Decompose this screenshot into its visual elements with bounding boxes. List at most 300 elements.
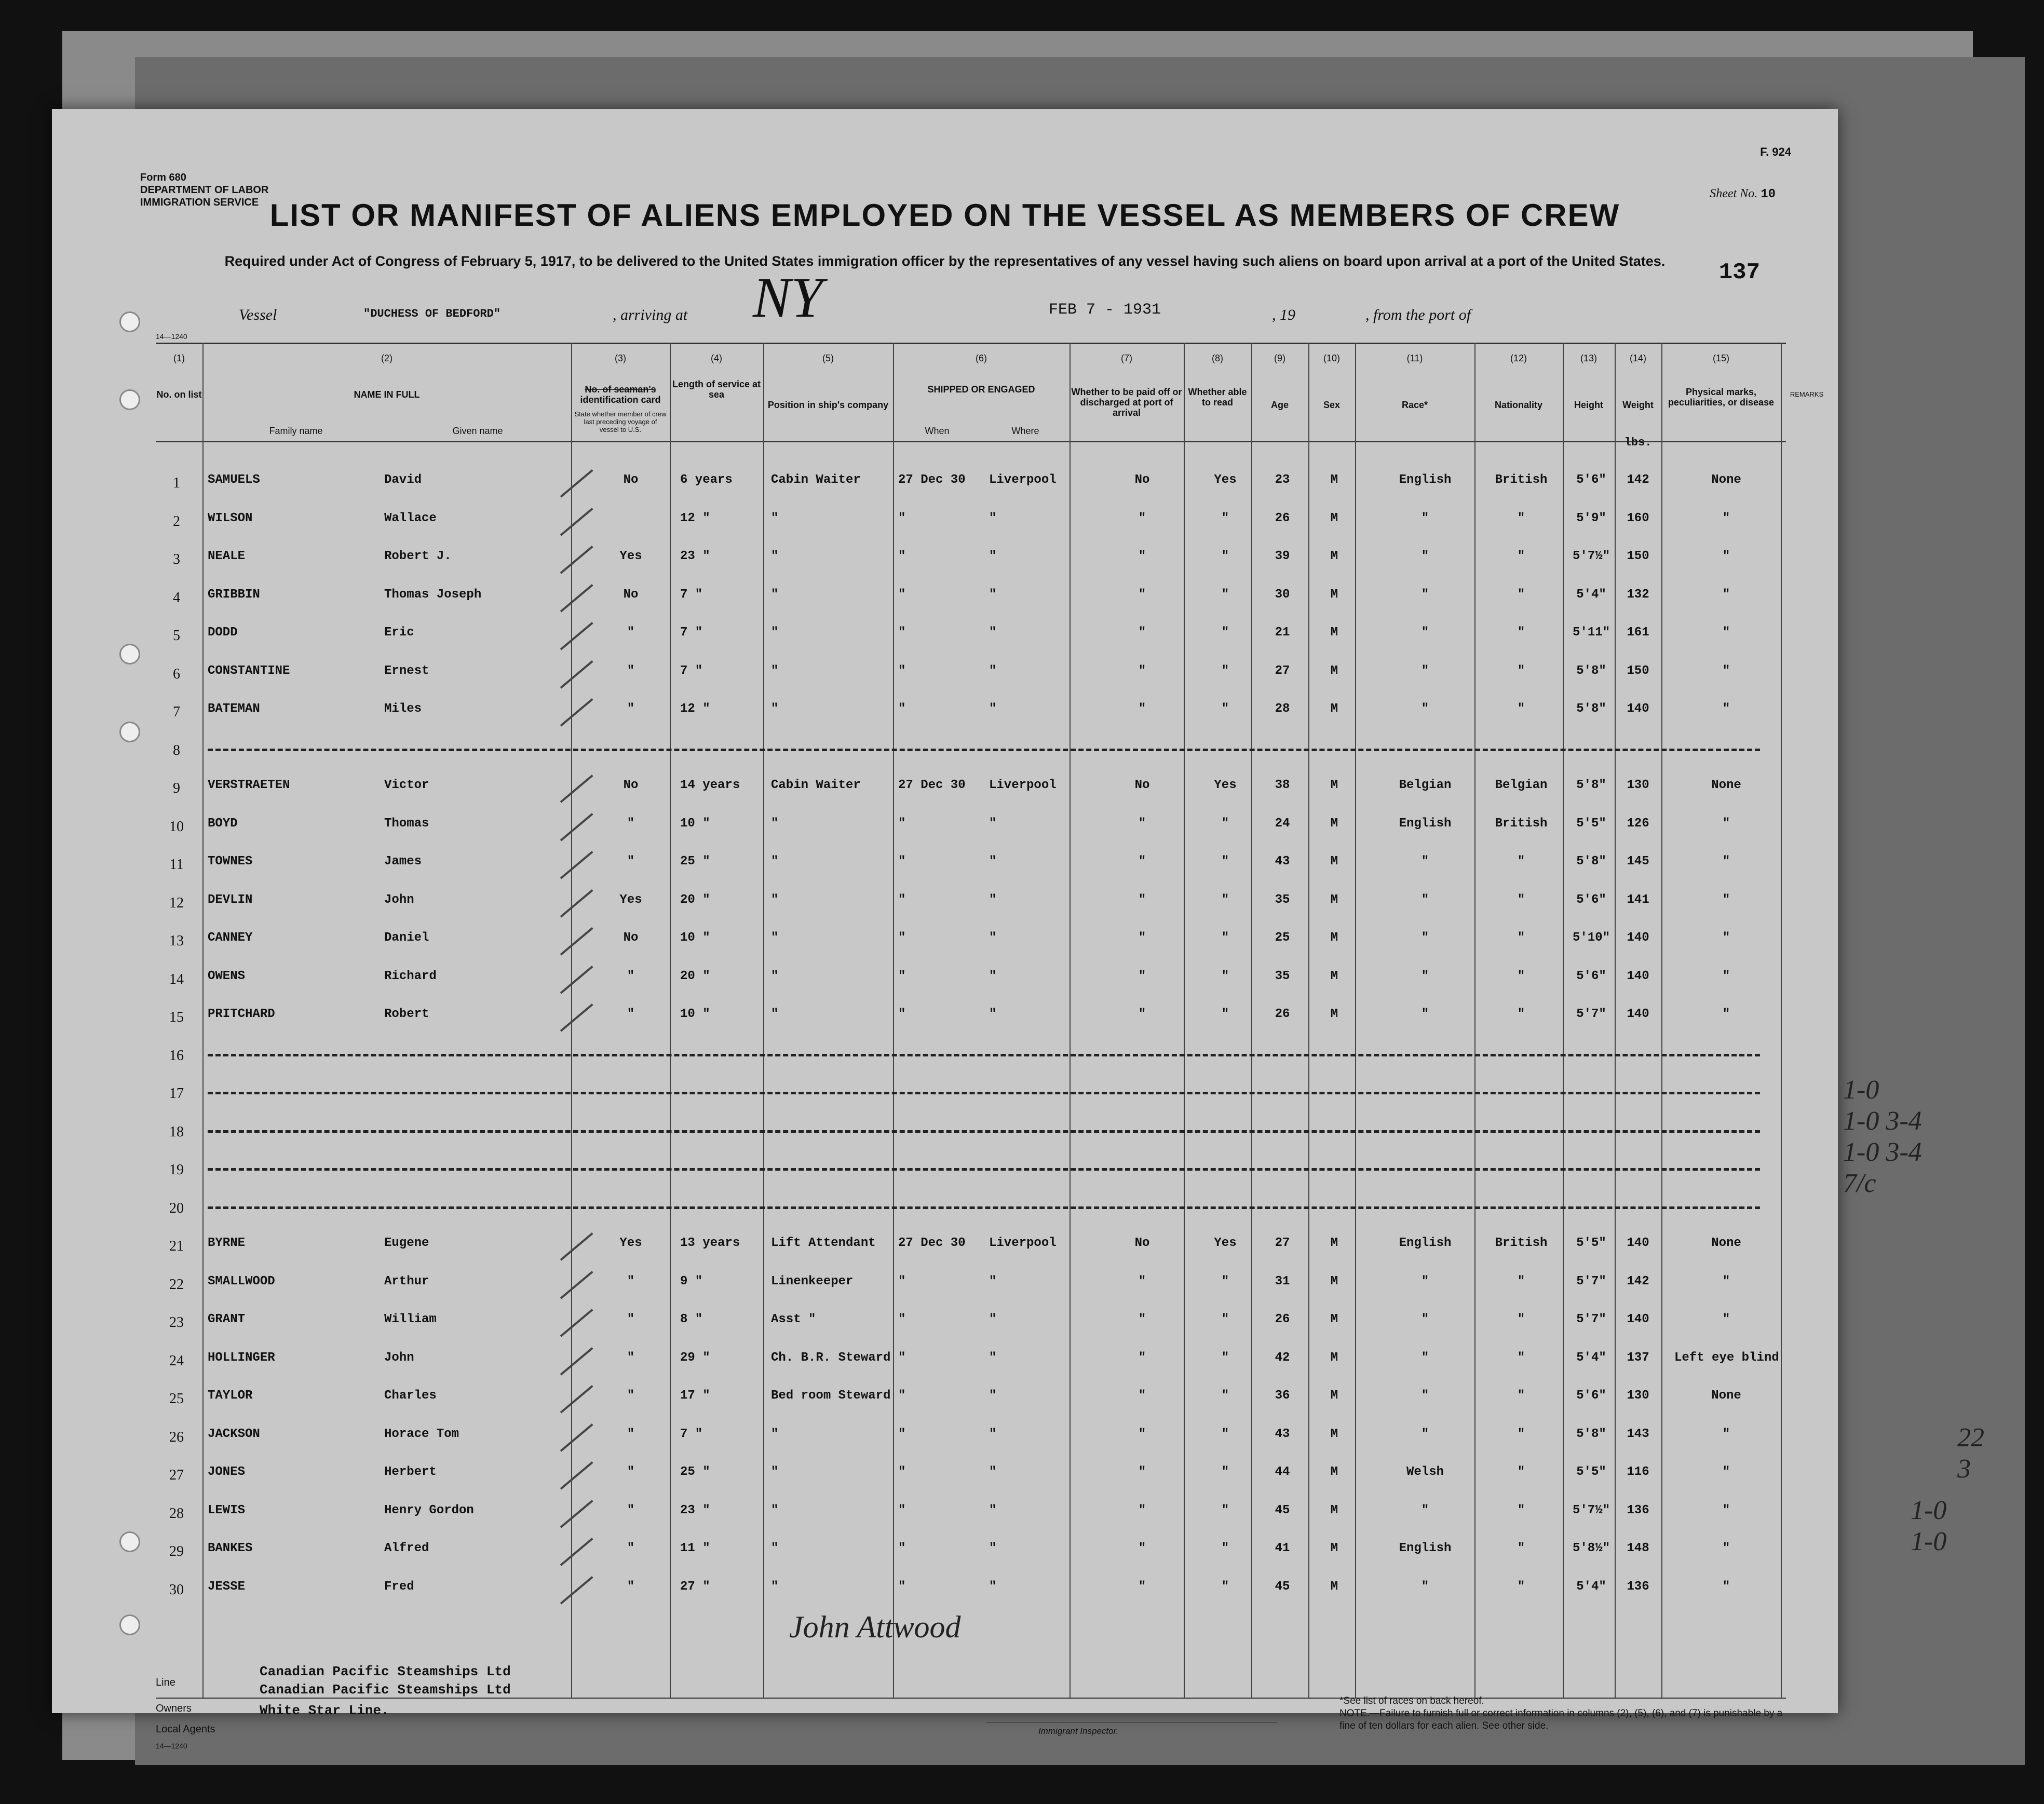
check-mark [560,546,593,574]
row-number: 21 [169,1238,184,1254]
cell-c8: " [1221,854,1229,869]
cell-c3: " [627,663,635,678]
cell-c4: 23 " [680,1503,710,1517]
cell-c4: 20 " [680,892,710,907]
cell-sex: M [1330,1541,1338,1555]
cell-race: Welsh [1406,1465,1444,1479]
cell-family: WILSON [208,511,253,525]
cell-c4: 14 years [680,778,740,792]
cell-sex: M [1330,892,1338,907]
cell-c7: " [1138,1541,1146,1555]
column-number: (4) [711,353,722,363]
cell-when: " [898,854,906,869]
cell-sex: M [1330,969,1338,983]
row-number: 2 [173,513,180,530]
cell-c5: " [771,1427,779,1441]
cell-sex: M [1330,1007,1338,1021]
row-number: 12 [169,894,184,911]
cell-age: 42 [1275,1350,1290,1365]
cell-c4: 12 " [680,511,710,525]
check-mark [560,1423,593,1452]
cell-ht: 5'9" [1576,511,1606,525]
punch-hole [119,722,140,742]
col-head-remarks: REMARKS [1790,390,1824,398]
cell-given: Robert [384,1007,429,1021]
row-number: 5 [173,628,180,644]
cancel-line [208,1054,1760,1056]
cell-c7: " [1138,854,1146,869]
cell-c4: 7 " [680,587,703,602]
cell-ht: 5'6" [1576,473,1606,487]
cell-nat: " [1517,587,1525,602]
cell-c3: No [623,473,639,487]
cell-marks: " [1722,1503,1730,1517]
margin-notes-lower [1911,1495,1946,1557]
cell-age: 38 [1275,778,1290,792]
row-number: 6 [173,666,180,682]
cell-c3: Yes [619,549,642,563]
cell-marks: " [1722,587,1730,602]
cell-c4: 12 " [680,702,710,716]
cell-c8: Yes [1214,778,1237,792]
cell-marks: None [1711,473,1741,487]
cell-family: PRITCHARD [208,1007,275,1021]
sheet-label: Sheet No. [1710,187,1758,200]
cell-where: Liverpool [989,473,1057,487]
cell-c5: Cabin Waiter [771,778,861,792]
cell-sex: M [1330,931,1338,945]
cell-c5: " [771,587,779,602]
row-number: 30 [169,1581,184,1598]
cell-given: Horace Tom [384,1427,459,1441]
inspector-signature: John Attwood [789,1610,961,1644]
small-code: 14—1240 [156,332,187,341]
cell-c7: " [1138,892,1146,907]
footer-notes [1339,1695,1796,1732]
row-number: 28 [169,1505,184,1522]
cell-age: 30 [1275,587,1290,602]
cell-wt: 140 [1627,1007,1649,1021]
cell-c5: " [771,816,779,831]
cell-sex: M [1330,1274,1338,1288]
cell-c4: 23 " [680,549,710,563]
cell-c4: 9 " [680,1274,703,1288]
cell-c8: " [1221,931,1229,945]
cell-when: " [898,1389,906,1403]
col-rule [1781,343,1782,1698]
cell-when: " [898,1541,906,1555]
cell-age: 26 [1275,511,1290,525]
cancel-line [208,1092,1760,1094]
cell-c5: " [771,626,779,640]
cell-c5: " [771,511,779,525]
cancel-line [208,1206,1760,1209]
col-rule [1251,343,1252,1698]
cell-sex: M [1330,1503,1338,1517]
cell-sex: M [1330,663,1338,678]
cell-wt: 145 [1627,854,1649,869]
col-head-12: Nationality [1494,400,1542,410]
cell-age: 26 [1275,1007,1290,1021]
cell-c8: " [1221,892,1229,907]
agents-label: Local Agents [156,1724,215,1735]
cell-family: TAYLOR [208,1389,253,1403]
cell-wt: 116 [1627,1465,1649,1479]
cell-age: 25 [1275,931,1290,945]
col-head-6-when: When [925,426,950,436]
cell-c3: Yes [619,892,642,907]
cell-c5: " [771,969,779,983]
cell-age: 43 [1275,1427,1290,1441]
col-rule [1184,343,1185,1698]
table-top-rule [156,343,1786,344]
cell-given: Eric [384,626,414,640]
cell-given: Fred [384,1579,414,1594]
cell-ht: 5'8" [1576,702,1606,716]
cell-c3: " [627,1503,635,1517]
col-head-name: NAME IN FULL [354,389,420,400]
cell-wt: 136 [1627,1579,1649,1594]
cell-sex: M [1330,1236,1338,1250]
cell-ht: 5'4" [1576,587,1606,602]
cell-nat: British [1495,1236,1548,1250]
cell-when: " [898,816,906,831]
col-head-14-unit: lbs. [1624,436,1652,449]
check-mark [560,1538,593,1566]
cell-c5: " [771,663,779,678]
cell-where: " [989,892,997,907]
footer-small-code: 14—1240 [156,1742,187,1750]
date-stamp: FEB 7 - 1931 [1049,301,1161,319]
cell-sex: M [1330,702,1338,716]
header-rule [156,441,1786,442]
cell-c5: " [771,549,779,563]
owners-value: Canadian Pacific Steamships Ltd [260,1682,511,1698]
cell-c4: 20 " [680,969,710,983]
cell-family: JESSE [208,1579,246,1594]
cell-c3: " [627,626,635,640]
cell-c7: " [1138,1350,1146,1365]
cell-c3: " [627,1312,635,1326]
cell-age: 26 [1275,1312,1290,1326]
cell-where: " [989,1503,997,1517]
cell-where: " [989,702,997,716]
cell-wt: 130 [1627,1389,1649,1403]
cell-c5: Ch. B.R. Steward [771,1350,891,1365]
cell-age: 27 [1275,663,1290,678]
cell-c8: " [1221,1503,1229,1517]
check-mark [560,1309,593,1337]
cell-when: " [898,1503,906,1517]
cell-marks: None [1711,1389,1741,1403]
cell-nat: " [1517,1579,1525,1594]
cell-c8: " [1221,1541,1229,1555]
cell-c5: Cabin Waiter [771,473,861,487]
check-mark [560,1385,593,1413]
col-head-9: Age [1270,400,1289,410]
cell-marks: " [1722,892,1730,907]
cell-family: VERSTRAETEN [208,778,290,792]
cell-ht: 5'7½" [1572,549,1610,563]
check-mark [560,775,593,803]
cell-c5: Asst " [771,1312,816,1326]
cell-c4: 17 " [680,1389,710,1403]
cell-marks: " [1722,702,1730,716]
cell-c4: 29 " [680,1350,710,1365]
cell-given: Arthur [384,1274,429,1288]
cell-age: 35 [1275,969,1290,983]
punch-hole [119,1615,140,1635]
cell-family: JONES [208,1465,246,1479]
cell-ht: 5'8" [1576,778,1606,792]
cell-race: " [1421,1389,1429,1403]
cell-ht: 5'5" [1576,1236,1606,1250]
cell-c4: 10 " [680,816,710,831]
row-number: 23 [169,1314,184,1331]
column-number: (3) [615,353,626,363]
cell-family: SAMUELS [208,473,260,487]
row-number: 7 [173,704,180,720]
row-number: 18 [169,1123,184,1140]
cell-c7: " [1138,931,1146,945]
cell-c7: No [1134,473,1150,487]
col-rule [1563,343,1564,1698]
cell-c7: " [1138,587,1146,602]
check-mark [560,508,593,536]
cell-nat: " [1517,1312,1525,1326]
cell-wt: 126 [1627,816,1649,831]
cell-c7: " [1138,1312,1146,1326]
cell-sex: M [1330,1350,1338,1365]
cell-family: JACKSON [208,1427,260,1441]
cell-family: TOWNES [208,854,253,869]
check-mark [560,889,593,917]
cell-ht: 5'8" [1576,663,1606,678]
cell-c7: " [1138,511,1146,525]
arriving-label: , arriving at [613,306,688,323]
cell-c7: " [1138,1007,1146,1021]
cell-given: Eugene [384,1236,429,1250]
cell-where: " [989,1389,997,1403]
col-head-no: No. on list [156,389,202,400]
col-head-15: Physical marks, peculiarities, or disease [1668,387,1775,408]
cell-where: " [989,1465,997,1479]
col-head-14: Weight [1622,400,1654,410]
cell-c4: 13 years [680,1236,740,1250]
col-rule [1070,343,1071,1698]
cell-when: 27 Dec 30 [898,1236,966,1250]
cell-nat: " [1517,663,1525,678]
cell-marks: Left eye blind [1674,1350,1779,1365]
cell-nat: " [1517,931,1525,945]
year-label: , 19 [1272,306,1295,323]
cell-family: DODD [208,626,238,640]
cell-sex: M [1330,1312,1338,1326]
from-label: , from the port of [1365,306,1471,323]
cell-given: Charles [384,1389,437,1403]
cell-c3: " [627,969,635,983]
row-number: 1 [173,475,180,491]
cell-nat: British [1495,473,1548,487]
cell-c8: " [1221,1350,1229,1365]
cell-c5: " [771,1503,779,1517]
cell-sex: M [1330,511,1338,525]
cell-family: SMALLWOOD [208,1274,275,1288]
margin-note: 3 [1957,1454,1971,1484]
col-rule [1308,343,1309,1698]
cell-where: " [989,854,997,869]
cell-marks: " [1722,511,1730,525]
cell-age: 45 [1275,1503,1290,1517]
line-value: Canadian Pacific Steamships Ltd [260,1664,511,1679]
cell-when: " [898,969,906,983]
cell-c7: " [1138,1579,1146,1594]
cell-c8: " [1221,1312,1229,1326]
cell-race: " [1421,969,1429,983]
col-rule [1355,343,1356,1698]
cell-c7: " [1138,816,1146,831]
cell-when: " [898,1579,906,1594]
cell-when: " [898,626,906,640]
col-head-family: Family name [269,426,323,436]
cell-nat: " [1517,1465,1525,1479]
col-head-3: State whether member of crew last preceding voyage of vessel to U.S. [574,410,667,433]
cell-race: " [1421,1007,1429,1021]
cell-race: " [1421,1579,1429,1594]
col-head-6: SHIPPED OR ENGAGED [927,384,1035,395]
cell-race: " [1421,931,1429,945]
cell-family: NEALE [208,549,246,563]
cell-c5: " [771,931,779,945]
check-mark [560,469,593,497]
cell-family: OWENS [208,969,246,983]
note-races: *See list of races on back hereof. [1339,1696,1484,1706]
cell-c8: " [1221,1007,1229,1021]
cell-when: " [898,702,906,716]
cell-when: 27 Dec 30 [898,473,966,487]
check-mark [560,851,593,879]
cell-where: " [989,549,997,563]
cell-c7: " [1138,626,1146,640]
cell-wt: 141 [1627,892,1649,907]
cell-race: Belgian [1399,778,1452,792]
cell-where: " [989,587,997,602]
cell-ht: 5'7½" [1572,1503,1610,1517]
cell-c5: " [771,1579,779,1594]
form-number: F. 924 [1760,145,1791,158]
cell-c8: " [1221,969,1229,983]
cell-race: " [1421,1503,1429,1517]
cell-c5: " [771,1007,779,1021]
cell-family: CONSTANTINE [208,663,290,678]
cell-c3: " [627,1389,635,1403]
margin-note: 1-0 [1911,1496,1947,1525]
row-number: 27 [169,1467,184,1483]
cell-age: 31 [1275,1274,1290,1288]
cell-family: GRANT [208,1312,246,1326]
cell-wt: 140 [1627,969,1649,983]
cell-where: " [989,1427,997,1441]
cell-c3: No [623,931,639,945]
cell-race: " [1421,702,1429,716]
row-number: 24 [169,1352,184,1369]
cell-where: " [989,1312,997,1326]
cell-c4: 25 " [680,854,710,869]
cell-wt: 140 [1627,1236,1649,1250]
check-mark [560,1003,593,1032]
cell-wt: 161 [1627,626,1649,640]
row-number: 15 [169,1009,184,1025]
column-number: (6) [976,353,987,363]
col-head-3-struck: No. of seaman's identification card [580,384,661,405]
cell-marks: " [1722,1427,1730,1441]
cell-age: 27 [1275,1236,1290,1250]
check-mark [560,660,593,688]
cell-wt: 140 [1627,931,1649,945]
cell-marks: " [1722,1312,1730,1326]
row-number: 25 [169,1391,184,1407]
cancel-line [208,749,1760,751]
cell-race: English [1399,1236,1452,1250]
cell-given: Ernest [384,663,429,678]
cell-c7: No [1134,1236,1150,1250]
cell-ht: 5'6" [1576,969,1606,983]
cell-when: " [898,892,906,907]
manifest-sheet [52,109,1838,1750]
cell-given: Robert J. [384,549,452,563]
cell-where: Liverpool [989,778,1057,792]
cell-wt: 130 [1627,778,1649,792]
cell-c8: " [1221,663,1229,678]
cell-race: " [1421,1274,1429,1288]
cell-marks: " [1722,931,1730,945]
cell-when: " [898,663,906,678]
cell-nat: " [1517,892,1525,907]
cell-c5: Bed room Steward [771,1389,891,1403]
cell-sex: M [1330,1389,1338,1403]
inspector-rule [986,1722,1277,1723]
cell-sex: M [1330,1465,1338,1479]
cell-where: " [989,1541,997,1555]
cell-c7: " [1138,1427,1146,1441]
cell-family: BANKES [208,1541,253,1555]
cell-nat: " [1517,626,1525,640]
cell-sex: M [1330,626,1338,640]
cell-when: " [898,587,906,602]
cell-ht: 5'8" [1576,854,1606,869]
cell-when: " [898,511,906,525]
cell-nat: " [1517,1503,1525,1517]
margin-notes [1843,1075,1922,1199]
cell-marks: " [1722,663,1730,678]
note-penalty: NOTE.—Failure to furnish full or correct information in columns (2), (5), (6), and (7) is punishable by a fine of ten dollars for each alien. See other side. [1339,1708,1783,1731]
column-number: (12) [1510,353,1527,363]
cell-c3: " [627,1579,635,1594]
cell-c3: Yes [619,1236,642,1250]
column-number: (2) [381,353,392,363]
column-number: (9) [1274,353,1285,363]
cell-c3: " [627,1465,635,1479]
cell-ht: 5'7" [1576,1007,1606,1021]
cell-family: DEVLIN [208,892,253,907]
cell-marks: " [1722,1579,1730,1594]
check-mark [560,1347,593,1375]
cell-c5: " [771,1541,779,1555]
cell-race: " [1421,1350,1429,1365]
cell-where: " [989,663,997,678]
check-mark [560,927,593,955]
row-number: 26 [169,1429,184,1445]
